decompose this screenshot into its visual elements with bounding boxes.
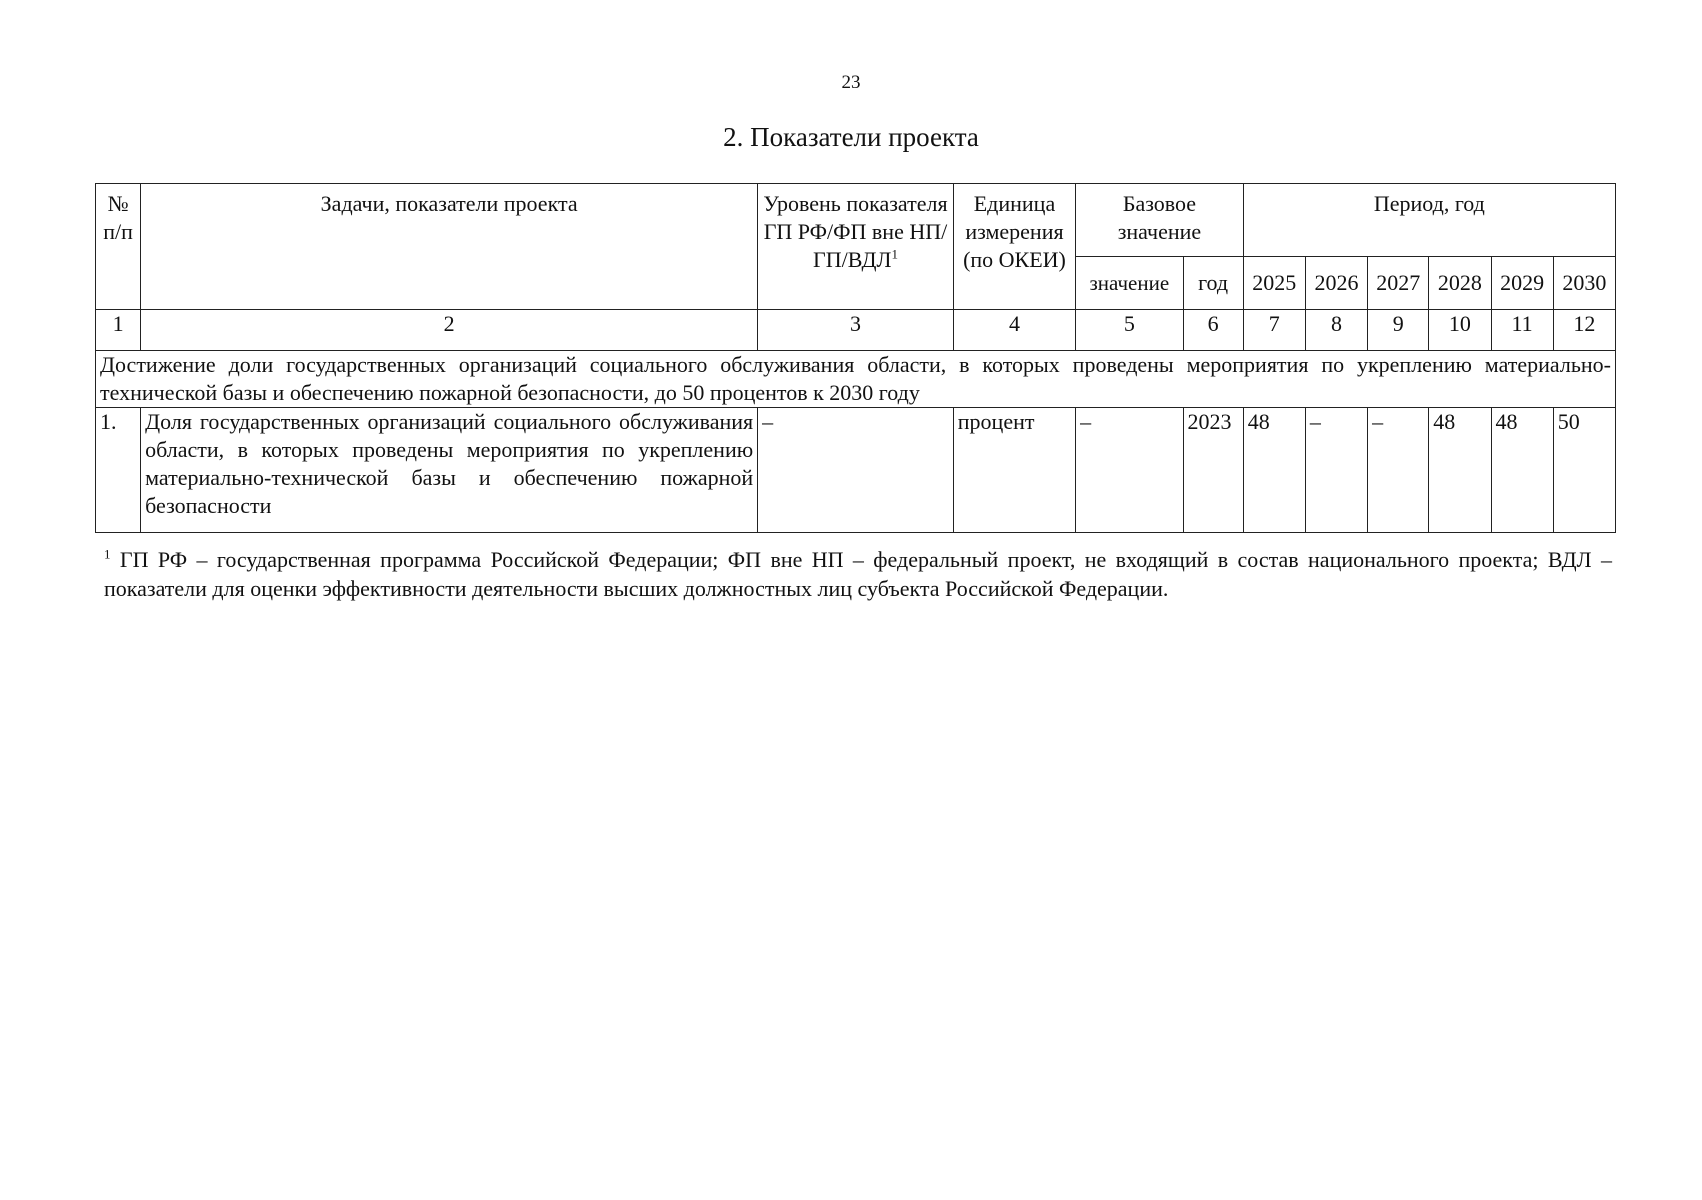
row-value-2026: – (1305, 408, 1367, 533)
row-value-2030: 50 (1553, 408, 1615, 533)
footnote-marker: 1 (104, 546, 111, 562)
header-level (758, 184, 954, 310)
header-unit: Единица измерения (по ОКЕИ) (953, 184, 1075, 310)
header-base-value: значение (1076, 257, 1183, 310)
row-base-year: 2023 (1183, 408, 1243, 533)
column-number: 3 (758, 310, 954, 351)
header-year: 2029 (1491, 257, 1553, 310)
column-number: 8 (1305, 310, 1367, 351)
row-unit: процент (953, 408, 1075, 533)
row-value-2027: – (1368, 408, 1429, 533)
header-no: № п/п (96, 184, 141, 310)
header-year: 2028 (1429, 257, 1491, 310)
goal-row (96, 351, 1616, 408)
column-number: 1 (96, 310, 141, 351)
column-number: 6 (1183, 310, 1243, 351)
header-base: Базовое значение (1076, 184, 1244, 257)
header-year: 2030 (1553, 257, 1615, 310)
column-number: 7 (1243, 310, 1305, 351)
column-number: 10 (1429, 310, 1491, 351)
row-value-2028: 48 (1429, 408, 1491, 533)
column-number-row (96, 310, 1616, 351)
header-base-year: год (1183, 257, 1243, 310)
header-tasks: Задачи, показатели проекта (141, 184, 758, 310)
header-year: 2026 (1305, 257, 1367, 310)
column-number: 2 (141, 310, 758, 351)
row-value-2029: 48 (1491, 408, 1553, 533)
column-number: 5 (1076, 310, 1183, 351)
row-base-value: – (1076, 408, 1183, 533)
row-indicator-name: Доля государственных организаций социального обслуживания области, в которых проведены мероприятия по укреплению материально-технической базы и обеспечению пожарной безопасности (141, 408, 758, 533)
goal-text: Достижение доли государственных организаций социального обслуживания области, в которых проведены мероприятия по укреплению материально-технической базы и обеспечению пожарной безопасности, до 50 процентов к 2030 году (96, 351, 1616, 408)
column-number: 4 (953, 310, 1075, 351)
header-year: 2027 (1368, 257, 1429, 310)
section-title: 2. Показатели проекта (723, 122, 979, 152)
page-number: 23 (841, 72, 861, 93)
header-row-top (96, 184, 1616, 257)
header-year: 2025 (1243, 257, 1305, 310)
footnote-text: ГП РФ – государственная программа Российской Федерации; ФП вне НП – федеральный проект, не входящий в состав национального проекта; ВДЛ – показатели для оценки эффективности деятельности высших должностных лиц субъекта Российской Федерации. (104, 547, 1612, 601)
table-row (96, 408, 1616, 533)
column-number: 12 (1553, 310, 1615, 351)
header-period: Период, год (1243, 184, 1615, 257)
row-level: – (758, 408, 954, 533)
row-value-2025: 48 (1243, 408, 1305, 533)
header-level-footnote-marker: 1 (891, 246, 898, 262)
column-number: 9 (1368, 310, 1429, 351)
header-level-text: Уровень показателя ГП РФ/ФП вне НП/ГП/ВДЛ (763, 191, 948, 272)
indicators-table (95, 183, 1616, 533)
row-no: 1. (96, 408, 141, 533)
footnote (104, 545, 1612, 603)
column-number: 11 (1491, 310, 1553, 351)
